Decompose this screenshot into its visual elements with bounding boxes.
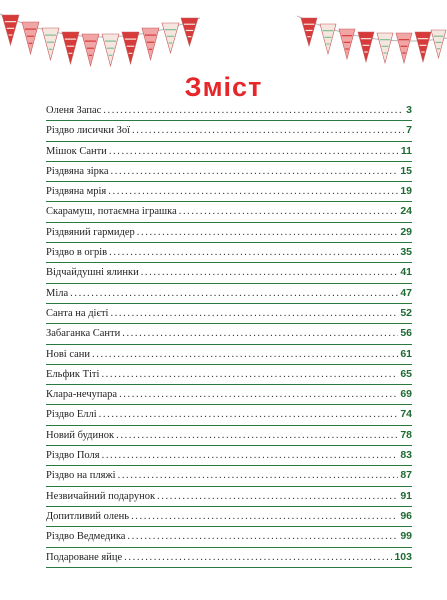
toc-entry-page: 78: [400, 428, 412, 441]
toc-entry-title: Новий будинок: [46, 429, 115, 441]
toc-entry: [46, 101, 412, 121]
toc-leader-dots: [157, 487, 398, 506]
toc-entry-page: 56: [400, 327, 412, 340]
bunting-flag: [22, 22, 39, 54]
toc-entry-title: Різдво Еллі: [46, 409, 97, 421]
toc-entry-title: Різдво Ведмедика: [46, 531, 126, 543]
bunting-flag: [358, 32, 374, 62]
toc-leader-dots: [109, 142, 399, 161]
toc-leader-dots: [111, 162, 399, 181]
toc-leader-dots: [137, 223, 399, 242]
toc-entry: [46, 365, 412, 385]
toc-leader-dots: [70, 284, 398, 303]
toc-entry-page: 91: [400, 489, 412, 502]
toc-entry: [46, 284, 412, 304]
toc-entry-title: Різдво в огрів: [46, 247, 108, 259]
toc-leader-dots: [99, 405, 399, 424]
toc-entry-page: 19: [400, 185, 412, 198]
toc-entry: [46, 527, 412, 547]
toc-entry-title: Ельфик Тіті: [46, 368, 100, 380]
toc-entry: [46, 507, 412, 527]
toc-leader-dots: [109, 243, 398, 262]
toc-entry: [46, 385, 412, 405]
toc-entry-title: Клара-нечупара: [46, 389, 118, 401]
toc-entry-page: 61: [400, 347, 412, 360]
toc-entry-page: 87: [400, 469, 412, 482]
bunting-flag: [396, 33, 412, 63]
toc-entry: [46, 121, 412, 141]
toc-entry-page: 24: [400, 205, 412, 218]
toc-entry: [46, 345, 412, 365]
bunting-flag: [162, 23, 179, 53]
toc-entry: [46, 487, 412, 507]
bunting-flag: [415, 32, 431, 62]
toc-leader-dots: [122, 324, 398, 343]
toc-entry-title: Незвичайний подарунок: [46, 490, 156, 502]
toc-entry-page: 69: [400, 388, 412, 401]
toc-entry-page: 74: [400, 408, 412, 421]
toc-leader-dots: [92, 345, 398, 364]
bunting-flag: [431, 30, 446, 58]
toc-entry-page: 3: [406, 104, 412, 116]
toc-entry-page: 41: [400, 266, 412, 279]
toc-entry: [46, 182, 412, 202]
bunting-flag: [122, 32, 139, 64]
toc-leader-dots: [132, 121, 404, 140]
toc-leader-dots: [102, 446, 399, 465]
toc-entry-title: Оленя Запас: [46, 105, 102, 116]
table-of-contents: [46, 101, 412, 568]
toc-entry-title: Нові сани: [46, 348, 91, 360]
toc-entry-page: 29: [400, 225, 412, 238]
toc-leader-dots: [119, 385, 398, 404]
toc-leader-dots: [131, 507, 398, 526]
toc-entry: [46, 466, 412, 486]
toc-entry-page: 15: [400, 164, 412, 177]
toc-entry-page: 11: [400, 144, 412, 157]
bunting-flag: [2, 15, 19, 45]
bunting-flag: [181, 18, 198, 46]
toc-entry: [46, 202, 412, 222]
toc-entry-page: 52: [400, 306, 412, 319]
toc-entry: [46, 243, 412, 263]
toc-entry: [46, 426, 412, 446]
page-title: Зміст: [184, 72, 263, 102]
toc-entry-page: 47: [400, 286, 412, 299]
toc-entry-title: Скарамуш, потаємна іграшка: [46, 206, 177, 218]
bunting-flag: [301, 18, 317, 46]
toc-entry-title: Різдво Поля: [46, 450, 100, 462]
toc-leader-dots: [101, 365, 398, 384]
toc-entry-title: Допитливий олень: [46, 510, 130, 522]
toc-entry-page: 65: [400, 367, 412, 380]
toc-leader-dots: [116, 426, 398, 445]
toc-entry: [46, 324, 412, 344]
toc-entry-page: 96: [400, 509, 412, 522]
toc-entry-title: Подароване яйце: [46, 551, 123, 563]
toc-entry: [46, 263, 412, 283]
bunting-flag: [377, 33, 393, 63]
bunting-flag: [82, 34, 99, 66]
toc-entry-title: Різдвяна мрія: [46, 186, 107, 198]
toc-entry: [46, 162, 412, 182]
toc-entry-title: Відчайдушні ялинки: [46, 267, 139, 279]
toc-entry-page: 103: [394, 550, 412, 563]
toc-leader-dots: [124, 548, 392, 567]
toc-entry-page: 35: [400, 246, 412, 259]
toc-leader-dots: [118, 466, 399, 485]
toc-entry-page: 99: [400, 530, 412, 543]
toc-leader-dots: [141, 263, 399, 282]
toc-leader-dots: [127, 527, 398, 546]
bunting-flag: [42, 28, 59, 60]
bunting-flag: [339, 29, 355, 59]
bunting-flag: [142, 28, 159, 60]
toc-leader-dots: [179, 202, 399, 221]
toc-entry-title: Міла: [46, 287, 69, 299]
bunting-flag: [320, 24, 336, 54]
bunting-flag: [102, 34, 119, 66]
toc-entry: [46, 223, 412, 243]
toc-entry-title: Забаганка Санти: [46, 328, 121, 340]
toc-entry: [46, 142, 412, 162]
toc-leader-dots: [108, 182, 398, 201]
toc-entry: [46, 446, 412, 466]
bunting-flag: [62, 32, 79, 64]
toc-entry-title: Різдвяний гармидер: [46, 226, 135, 238]
toc-entry-title: Різдвяна зірка: [46, 165, 109, 177]
toc-leader-dots: [110, 304, 398, 323]
toc-entry: [46, 304, 412, 324]
toc-entry-title: Різдво лисички Зої: [46, 125, 131, 137]
toc-leader-dots: [103, 101, 404, 120]
toc-entry-page: 83: [400, 449, 412, 462]
toc-entry-title: Санта на дієті: [46, 307, 109, 319]
toc-entry: [46, 405, 412, 425]
toc-entry-title: Мішок Санти: [46, 145, 107, 157]
toc-entry-title: Різдво на пляжі: [46, 470, 116, 482]
toc-entry: [46, 548, 412, 568]
toc-entry-page: 7: [406, 124, 412, 137]
